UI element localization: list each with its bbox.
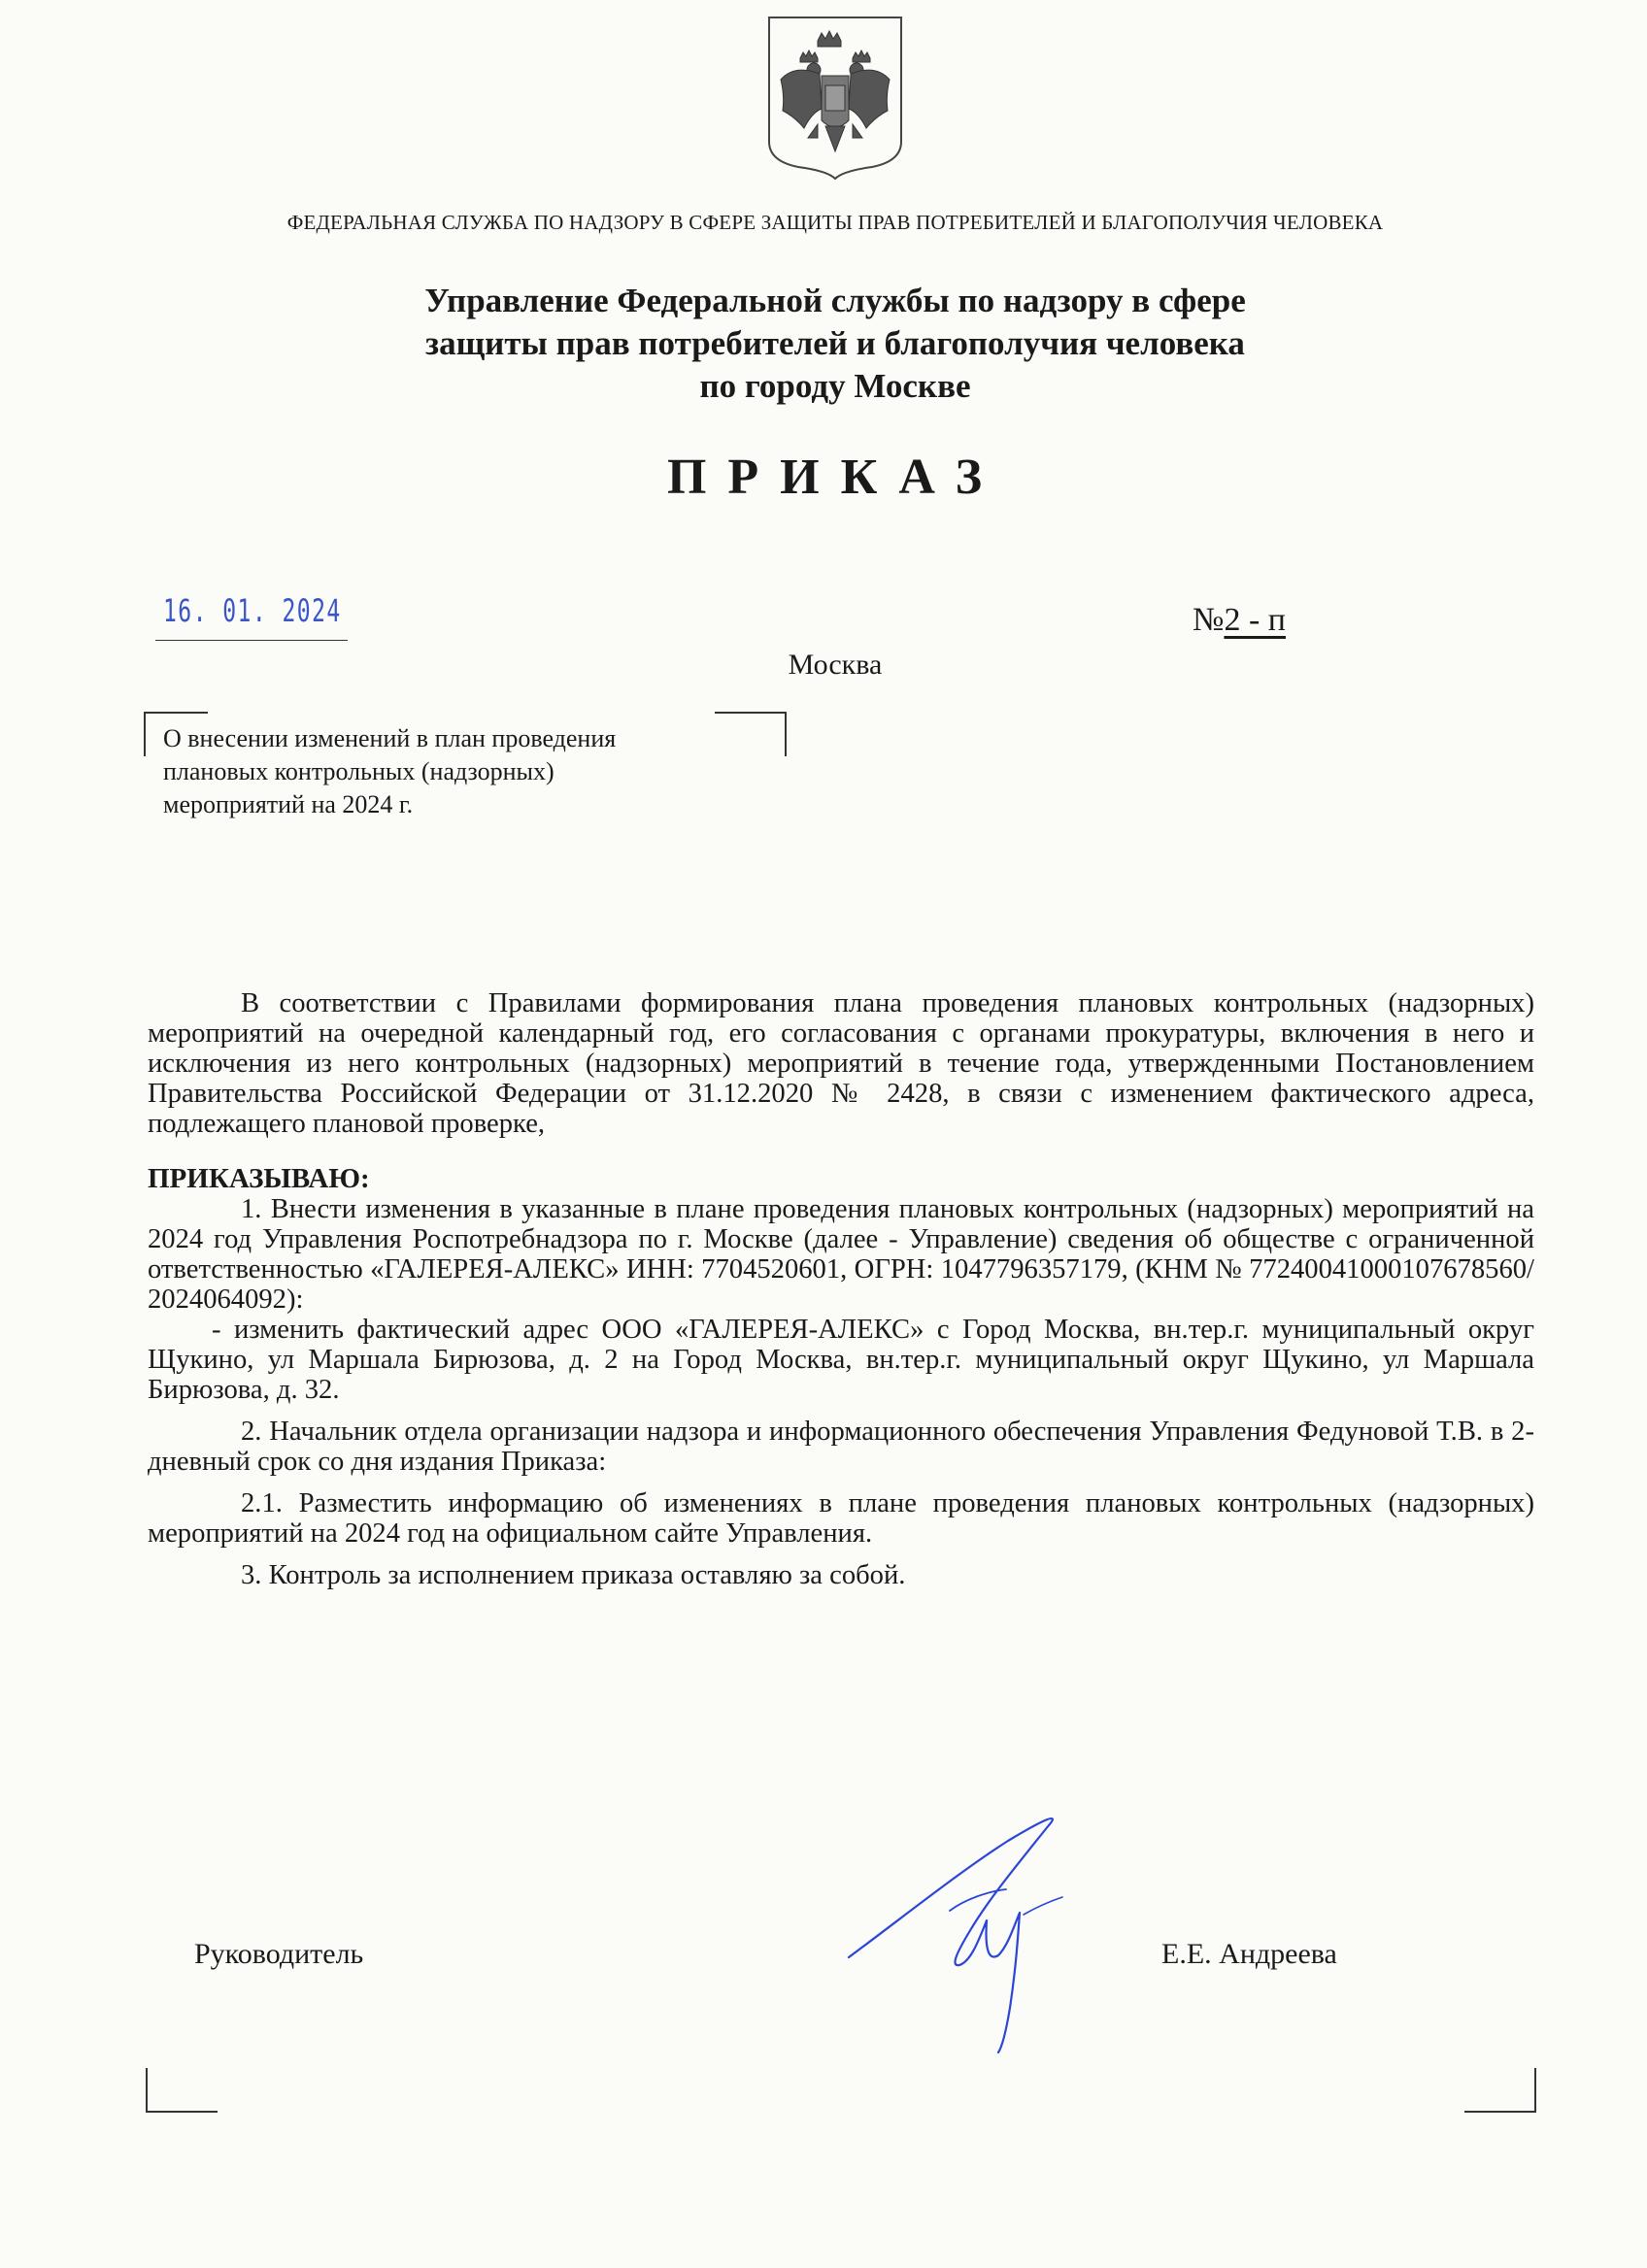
order-number (1193, 602, 1286, 639)
order-number-value: 2 - п (1224, 602, 1286, 638)
document-type-title: ПРИКАЗ (666, 450, 1004, 505)
number-sign: № (1193, 602, 1225, 638)
date-stamp: 16. 01. 2024 (163, 592, 342, 629)
signatory-title: Руководитель (194, 1938, 364, 1970)
signatory-name: Е.Е. Андреева (1161, 1938, 1337, 1970)
item-2-paragraph: 2. Начальник отдела организации надзора и информационного обеспечения Управления Федуновой Т.В. в 2-дневный срок со дня издания Приказа: (148, 1417, 1534, 1477)
item-2-1-paragraph: 2.1. Разместить информацию об изменениях в плане проведения плановых контрольных (надзорных) мероприятий на 2024 год на официальном сайте Управления. (148, 1488, 1534, 1549)
order-body (148, 988, 1534, 1590)
date-underline (155, 640, 348, 641)
page-corner-bottom-left (146, 2068, 218, 2113)
order-heading: ПРИКАЗЫВАЮ: (148, 1163, 370, 1194)
city-name: Москва (788, 649, 883, 681)
preamble-paragraph: В соответствии с Правилами формирования плана проведения плановых контрольных (надзорных) мероприятий на очередной календарный год, его согласования с органами прокуратуры, включения в него и исключения из него контрольных (надзорных) мероприятий в течение года, утвержденными Постановлением Правительства Российской Федерации от 31.12.2020 № 2428, в связи с изменением фактического адреса, подлежащего плановой проверке, (148, 988, 1534, 1139)
handwritten-signature (843, 1804, 1105, 2056)
order-subject: О внесении изменений в план проведения плановых контрольных (надзорных) мероприятий на 2024 г. (163, 724, 617, 818)
item-3-paragraph: 3. Контроль за исполнением приказа оставляю за собой. (241, 1560, 906, 1590)
agency-name: ФЕДЕРАЛЬНАЯ СЛУЖБА ПО НАДЗОРУ В СФЕРЕ ЗАЩИТЫ ПРАВ ПОТРЕБИТЕЛЕЙ И БЛАГОПОЛУЧИЯ ЧЕЛОВЕКА (286, 211, 1384, 234)
russian-coat-of-arms-icon (765, 16, 905, 181)
page-corner-bottom-right (1464, 2068, 1536, 2113)
item-1-sub-paragraph: - изменить фактический адрес ООО «ГАЛЕРЕЯ-АЛЕКС» с Город Москва, вн.тер.г. муниципальный округ Щукино, ул Маршала Бирюзова, д. 2 на Город Москва, вн.тер.г. муниципальный округ Щукино, ул Маршала Бирюзова, д. 32. (148, 1315, 1534, 1405)
item-1-paragraph: 1. Внести изменения в указанные в плане проведения плановых контрольных (надзорных) мероприятий на 2024 год Управления Роспотребнадзора по г. Москве (далее - Управление) сведения об обществе с ограниченной ответственностью «ГАЛЕРЕЯ-АЛЕКС» ИНН: 7704520601, ОГРН: 1047796357179, (КНМ № 77240041000107678560/ 2024064092): (148, 1194, 1534, 1315)
department-name-text: Управление Федеральной службы по надзору в сфере защиты прав потребителей и благополучия человека по городу Москве (424, 282, 1246, 405)
department-name (291, 280, 1379, 408)
